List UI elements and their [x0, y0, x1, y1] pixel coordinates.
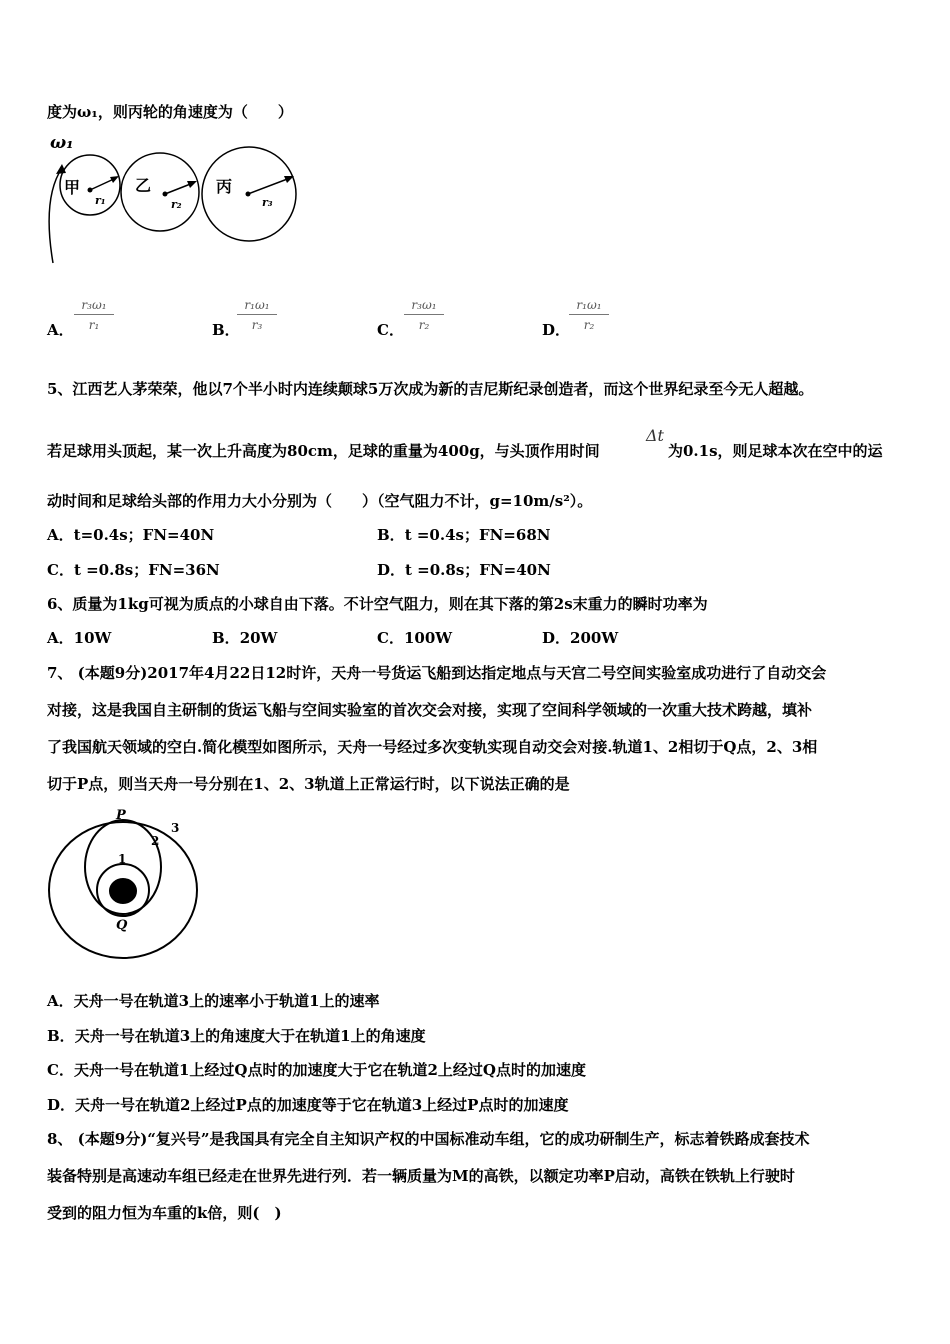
q5-line-2a: 若足球用头顶起，某一次上升高度为80cm，足球的重量为400g，与头顶作用时间	[47, 442, 600, 460]
q4-option-d-letter: D．	[542, 321, 571, 339]
q8-line-3: 受到的阻力恒为车重的k倍，则( )	[47, 1204, 282, 1222]
q4-option-b-num: r₁ω₁	[237, 298, 277, 315]
radius-label-r3: r₃	[262, 196, 273, 209]
q8-line-2: 装备特别是高速动车组已经走在世界先进行列．若一辆质量为M的高铁，以额定功率P启动，高铁在铁轨上行驶时	[47, 1167, 795, 1185]
omega-label: ω₁	[50, 133, 74, 153]
q7-line-2: 对接，这是我国自主研制的货运飞船与空间实验室的首次交会对接，实现了空间科学领域的一次重大技术跨越，填补	[47, 701, 813, 719]
q7-option-c: C．天舟一号在轨道1上经过Q点时的加速度大于它在轨道2上经过Q点时的加速度	[47, 1061, 586, 1079]
q4-option-b-letter: B．	[212, 321, 240, 339]
orbit-label-q: Q	[116, 918, 128, 933]
q7-orbit-figure	[44, 805, 204, 965]
q4-option-d-num: r₁ω₁	[569, 298, 609, 315]
q7-option-d: D．天舟一号在轨道2上经过P点的加速度等于它在轨道3上经过P点时的加速度	[47, 1096, 569, 1114]
q4-option-c-num: r₃ω₁	[404, 298, 444, 315]
q4-option-c-letter: C．	[377, 321, 404, 339]
q5-line-3: 动时间和足球给头部的作用力大小分别为（ ）（空气阻力不计，g=10m/s²）。	[47, 492, 593, 510]
q4-option-c-den: r₂	[418, 318, 430, 332]
q4-intro: 度为ω₁，则丙轮的角速度为（ ）	[47, 103, 293, 121]
wheel-label-bing: 丙	[216, 177, 233, 196]
q6-stem: 6、质量为1kg可视为质点的小球自由下落。不计空气阻力，则在其下落的第2s末重力的瞬时功率为	[47, 595, 708, 613]
q6-option-a: A．10W	[47, 629, 112, 647]
q4-option-a-letter: A．	[47, 321, 74, 339]
orbit-label-3: 3	[171, 821, 180, 835]
orbit-label-2: 2	[151, 834, 160, 848]
q6-option-c: C．100W	[377, 629, 453, 647]
wheel-label-jia: 甲	[64, 178, 81, 197]
radius-label-r2: r₂	[171, 198, 182, 211]
q4-option-d-fraction	[569, 298, 609, 332]
orbit-label-1: 1	[118, 852, 127, 866]
wheel-label-yi: 乙	[135, 176, 152, 195]
planet	[108, 877, 138, 905]
orbit-label-p: P	[116, 808, 126, 823]
q7-line-1: 7、 (本题9分)2017年4月22日12时许，天舟一号货运飞船到达指定地点与天宫二号空间实验室成功进行了自动交会	[47, 664, 827, 682]
q4-option-a-num: r₃ω₁	[74, 298, 114, 315]
q5-delta-t: Δt	[646, 426, 664, 445]
q4-option-a-den: r₁	[88, 318, 100, 332]
q5-line-2b: 为0.1s，则足球本次在空中的运	[668, 442, 883, 460]
q4-option-c-fraction	[404, 298, 444, 332]
radius-label-r1: r₁	[95, 194, 106, 207]
q4-option-b-den: r₃	[251, 318, 263, 332]
q7-line-4: 切于P点，则当天舟一号分别在1、2、3轨道上正常运行时，以下说法正确的是	[47, 775, 570, 793]
q4-wheels-figure	[40, 128, 310, 268]
q4-option-d-den: r₂	[583, 318, 595, 332]
q8-line-1: 8、 (本题9分)“复兴号”是我国具有完全自主知识产权的中国标准动车组，它的成功研制生产，标志着铁路成套技术	[47, 1130, 810, 1148]
q7-line-3: 了我国航天领域的空白.简化模型如图所示，天舟一号经过多次变轨实现自动交会对接.轨道1、2相切于Q点，2、3相	[47, 738, 818, 756]
q6-option-b: B．20W	[212, 629, 278, 647]
q5-option-b: B．t =0.4s；FN=68N	[377, 526, 551, 544]
q5-option-a: A．t=0.4s；FN=40N	[47, 526, 215, 544]
q6-option-d: D．200W	[542, 629, 619, 647]
q7-option-b: B．天舟一号在轨道3上的角速度大于在轨道1上的角速度	[47, 1027, 426, 1045]
q5-option-c: C．t =0.8s；FN=36N	[47, 561, 220, 579]
q5-line-1: 5、江西艺人茅荣荣，他以7个半小时内连续颠球5万次成为新的吉尼斯纪录创造者，而这个世界纪录至今无人超越。	[47, 380, 814, 398]
q7-option-a: A．天舟一号在轨道3上的速率小于轨道1上的速率	[47, 992, 380, 1010]
wheel-yi	[121, 153, 199, 231]
q4-option-b-fraction	[237, 298, 277, 332]
q5-option-d: D．t =0.8s；FN=40N	[377, 561, 551, 579]
q4-option-a-fraction	[74, 298, 114, 332]
